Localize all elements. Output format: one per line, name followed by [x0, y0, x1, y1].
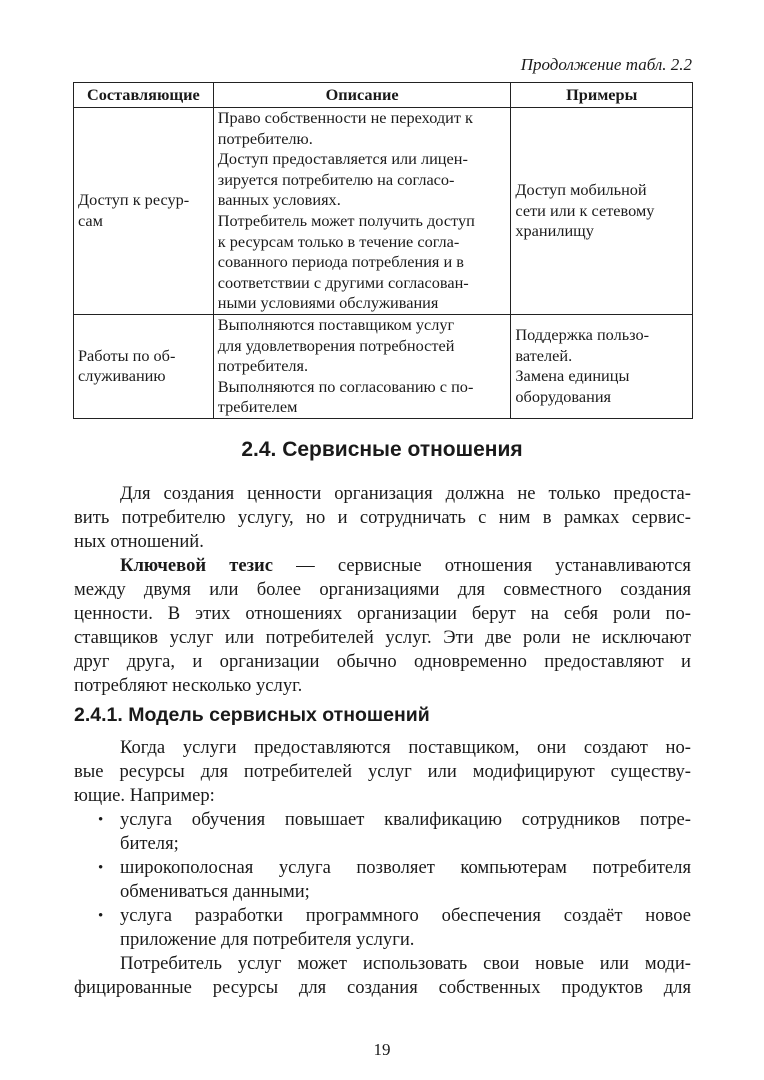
page-number: 19 — [373, 1040, 391, 1059]
cell-line: для удовлетворения потребностей — [217, 335, 455, 355]
table-header-row — [74, 83, 693, 108]
cell-line: Выполняются по согласованию с по- — [217, 376, 474, 396]
cell-description — [213, 314, 511, 418]
text-line: вить потребителю услугу, но и сотрудничать с ним в рамках сервис- — [74, 507, 691, 529]
bullet-icon: • — [98, 860, 104, 877]
text-line: ставщиков услуг или потребителей услуг. Эти две роли не исключают — [74, 627, 691, 649]
list-item — [74, 856, 691, 904]
cell-component — [74, 108, 214, 315]
text-line: приложение для потребителя услуги. — [120, 929, 415, 951]
cell-line: ванных условиях. — [217, 190, 341, 210]
header-examples: Примеры — [511, 83, 693, 108]
text-line: фицированные ресурсы для создания собственных продуктов для — [74, 977, 691, 999]
cell-line: служиванию — [78, 366, 166, 386]
cell-examples — [511, 108, 693, 315]
cell-line: Потребитель может получить доступ — [217, 210, 475, 230]
cell-line: хранилищу — [515, 221, 594, 241]
cell-line: оборудования — [515, 387, 612, 407]
bullet-list — [74, 808, 691, 953]
list-item — [74, 904, 691, 952]
text-line: Потребитель услуг может использовать свои новые или моди- — [120, 953, 691, 974]
key-term: Ключевой тезис — [120, 555, 274, 576]
cell-component — [74, 314, 214, 418]
paragraph-intro — [74, 482, 691, 554]
text-line: вые ресурсы для потребителей услуг или модифицируют существу- — [74, 761, 691, 783]
text-line: между двумя или более организациями для совместного создания — [74, 579, 691, 601]
cell-line: Работы по об- — [78, 345, 176, 365]
text-line: ных отношений. — [74, 531, 204, 553]
list-item — [74, 808, 691, 856]
cell-line: сам — [78, 210, 103, 230]
cell-line: потребителю. — [217, 128, 313, 148]
cell-line: потребителя. — [217, 356, 309, 376]
text-line: потребляют несколько услуг. — [74, 675, 303, 697]
text-line: друг друга, и организации обычно одновременно предоставляют и — [74, 651, 691, 673]
section-title: 2.4. Сервисные отношения — [241, 438, 523, 461]
cell-line: вателей. — [515, 345, 573, 365]
text-line: ценности. В этих отношениях организации берут на себя роли по- — [74, 603, 691, 625]
cell-line: к ресурсам только в течение согла- — [217, 231, 460, 251]
cell-line: Доступ мобильной — [515, 180, 647, 200]
cell-line: Доступ предоставляется или лицен- — [217, 149, 468, 169]
text-line: широкополосная услуга позволяет компьютерам потребителя — [120, 857, 691, 879]
cell-line: ными условиями обслуживания — [217, 293, 439, 313]
bullet-icon: • — [98, 908, 104, 925]
table-row — [74, 314, 693, 418]
service-components-table — [73, 82, 693, 419]
text-line: услуга обучения повышает квалификацию сотрудников потре- — [120, 809, 691, 830]
text-line: обмениваться данными; — [120, 881, 310, 903]
paragraph-key-thesis — [74, 554, 691, 699]
header-description: Описание — [213, 83, 511, 108]
text-line — [74, 554, 691, 578]
cell-description — [213, 108, 511, 315]
cell-line: соответствии с другими согласован- — [217, 272, 469, 292]
table-row — [74, 108, 693, 315]
bullet-icon: • — [98, 812, 104, 828]
cell-line: Выполняются поставщиком услуг — [217, 314, 455, 334]
text-line: услуга разработки программного обеспечения создаёт новое — [120, 905, 691, 927]
text-line: Когда услуги предоставляются поставщиком, они создают но- — [120, 737, 691, 758]
header-components: Составляющие — [74, 83, 214, 108]
cell-line: сети или к сетевому — [515, 200, 655, 220]
cell-line: сованного периода потребления и в — [217, 252, 464, 272]
subsection-title: 2.4.1. Модель сервисных отношений — [74, 704, 430, 726]
cell-examples — [511, 314, 693, 418]
paragraph-model — [74, 736, 691, 808]
text-line: ющие. Например: — [74, 785, 215, 807]
cell-line: Поддержка пользо- — [515, 325, 650, 345]
text-line: бителя; — [120, 833, 179, 855]
cell-line: Замена единицы — [515, 366, 630, 386]
cell-line: требителем — [217, 397, 298, 417]
table-caption: Продолжение табл. 2.2 — [520, 55, 692, 74]
cell-line: Право собственности не переходит к — [217, 108, 473, 127]
text-span: — сервисные отношения устанавливаются — [273, 555, 691, 576]
cell-line: зируется потребителю на согласо- — [217, 169, 455, 189]
cell-line: Доступ к ресур- — [78, 190, 190, 210]
paragraph-consumer — [74, 952, 691, 1000]
text-line: Для создания ценности организация должна не только предоста- — [120, 483, 691, 504]
